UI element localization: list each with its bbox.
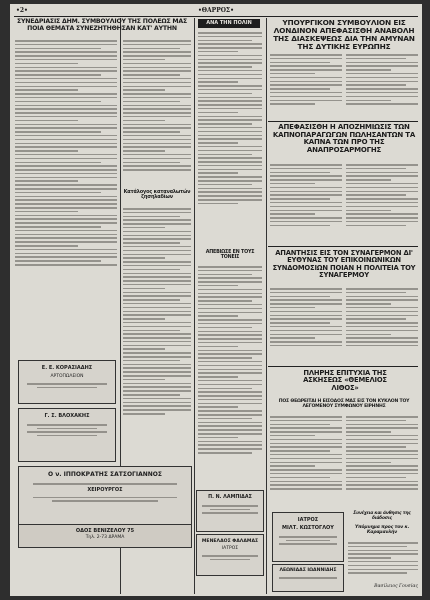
text-column bbox=[346, 416, 418, 508]
text-column bbox=[270, 54, 342, 118]
ad-name: ΜΙΛΤ. ΚΩΣΤΟΓΛΟΥ bbox=[282, 525, 334, 531]
ad-name: Π. Ν. ΛΑΜΠΙΔΑΣ bbox=[208, 495, 252, 500]
ad-lampidas bbox=[124, 466, 190, 504]
text-column bbox=[270, 164, 342, 242]
ad-title: ΙΑΤΡΟΣ bbox=[297, 517, 319, 523]
bottom-story-title-1: Συνέχεια και άνθησις της διάδοσις bbox=[353, 511, 411, 521]
section-rule bbox=[268, 121, 418, 122]
ad-doctor-kostoglou bbox=[272, 512, 344, 562]
ad-doctor-name: Ο ν. ΙΠΠΟΚΡΑΤΗΣ ΣΑΤΣΟΓΙΑΝΝΟΣ bbox=[48, 471, 162, 478]
text-column bbox=[346, 164, 418, 242]
left-subhead: Κατάλογος καταναλωτών ζησηλαδίων bbox=[123, 189, 191, 201]
text-column bbox=[198, 32, 262, 242]
ad-shop bbox=[18, 408, 116, 462]
bottom-story-title-2: Υπόμνημα προς τον κ. Καραμανλήν bbox=[354, 525, 410, 535]
main-headline: ΥΠΟΥΡΓΙΚΟΝ ΣΥΜΒΟΥΛΙΟΝ ΕΙΣ ΛΟΝΔΙΝΟΝ ΑΠΕΦΑΣΙΣΘΗ ΑΝΑΒΟΛΗ ΤΗΣ ΔΙΑΣΚΕΨΕΩΣ ΔΙΑ ΤΗΝ ΑΜΥΝΑΝ ΤΗΣ ΔΥΤΙΚΗΣ ΕΥΡΩΠΗΣ bbox=[273, 18, 415, 51]
signature: Βασίλειος Γουσίας bbox=[374, 584, 418, 589]
ad-address-bar bbox=[18, 524, 192, 548]
column-divider bbox=[194, 18, 195, 594]
text-column bbox=[123, 40, 191, 188]
ad-phone: Τηλ. 2-73 ΔΡΑΜΑ bbox=[85, 535, 125, 540]
ad-name: Ε. Ε. ΚΟΡΑΣΙΑΔΗΣ bbox=[41, 365, 93, 371]
story-3-headline: ΑΠΑΝΤΗΣΙΣ ΕΙΣ ΤΟΝ ΣΥΝΑΓΕΡΜΟΝ ΔΙ' ΕΥΘΥΝΑΣ ΤΟΥ ΕΠΙΚΟΙΝΩΝΙΚΩΝ ΣΥΝΔΟΜΟΣΙΩΝ ΠΟΙΑΝ Η ΠΟΛΙΤΕΙΑ ΤΟΥ ΣΥΝΑΓΕΡΜΟΥ bbox=[272, 249, 416, 279]
section-rule bbox=[268, 246, 418, 247]
section-rule bbox=[268, 366, 418, 367]
story-2-headline: ΑΠΕΦΑΣΙΣΘΗ Η ΑΠΟΖΗΜΙΩΣΙΣ ΤΩΝ ΚΑΠΝΟΠΑΡΑΓΩΓΩΝ ΠΩΛΗΣΑΝΤΩΝ ΤΑ ΚΑΠΝΑ ΤΩΝ ΠΡΟ ΤΗΣ ΑΝΑΠΡΟΣΑΡΜΟΓΗΣ bbox=[272, 123, 416, 154]
column-title-box: ΑΝΑ ΤΗΝ ΠΟΛΙΝ bbox=[198, 19, 260, 28]
ad-specialty: ΧΕΙΡΟΥΡΓΟΣ bbox=[87, 486, 123, 493]
obituary-headline: ΑΠΕΒΙΩΣΕ ΕΝ ΤΟΥΣ ΤΟΝΕΙΣ bbox=[205, 250, 255, 261]
ad-trade: ΑΡΤΟΠΩΛΕΙΟΝ bbox=[50, 374, 84, 379]
text-column bbox=[15, 40, 117, 280]
ad-bakery bbox=[18, 360, 116, 404]
ad-falamas bbox=[196, 534, 264, 576]
left-headline: ΣΥΝΕΔΡΙΑΣΙΣ ΔΗΜ. ΣΥΜΒΟΥΛΙΟΥ ΤΗΣ ΠΟΛΕΩΣ ΜΑΣ ΠΟΙΑ ΘΕΜΑΤΑ ΣΥΝΕΖΗΤΗΘΗΣΑΝ ΚΑΤ' ΑΥΤΗΝ bbox=[16, 18, 188, 32]
ad-name: ΛΕΩΝΙΔΑΣ ΙΩΑΝΝΙΔΗΣ bbox=[279, 568, 337, 573]
story-4-subhead: ΠΟΣ ΘΕΩΡΕΙΤΑΙ Η ΕΙΣΟΔΟΣ ΜΑΣ ΕΙΣ ΤΟΝ ΚΥΚΛΟΝ ΤΟΥ ΛΕΓΟΜΕΝΟΥ ΣΥΜΦΩΝΟΥ ΕΙΡΗΝΗΣ bbox=[278, 399, 410, 409]
header-rule bbox=[14, 16, 418, 17]
page-number: •2• bbox=[16, 7, 28, 14]
ad-name: Γ. Σ. ΒΛΟΧΑΚΗΣ bbox=[44, 413, 90, 419]
ad-lampidas bbox=[196, 490, 264, 532]
ad-name: ΜΕΝΕΛΑΟΣ ΦΑΛΑΜΑΣ bbox=[201, 539, 259, 544]
text-column bbox=[270, 288, 342, 362]
ad-trade: ΙΑΤΡΟΣ bbox=[221, 546, 239, 551]
masthead: •ΘΑΡΡΟΣ• bbox=[197, 7, 235, 14]
column-divider bbox=[266, 18, 267, 594]
story-4-headline: ΠΛΗΡΗΣ ΕΠΙΤΥΧΙΑ ΤΗΣ ΑΣΚΗΣΕΩΣ «ΘΕΜΕΛΙΟΣ ΛΙΘΟΣ» bbox=[303, 369, 387, 392]
ad-kostoglou bbox=[198, 480, 262, 486]
text-column bbox=[270, 416, 342, 508]
text-column bbox=[346, 54, 418, 118]
newspaper-page bbox=[10, 4, 422, 596]
ad-address: ΟΔΟΣ ΒΕΝΙΖΕΛΟΥ 75 bbox=[75, 528, 135, 534]
text-column bbox=[348, 542, 418, 582]
ad-ioannidis bbox=[272, 564, 344, 592]
text-column bbox=[123, 208, 191, 458]
text-column bbox=[346, 288, 418, 362]
